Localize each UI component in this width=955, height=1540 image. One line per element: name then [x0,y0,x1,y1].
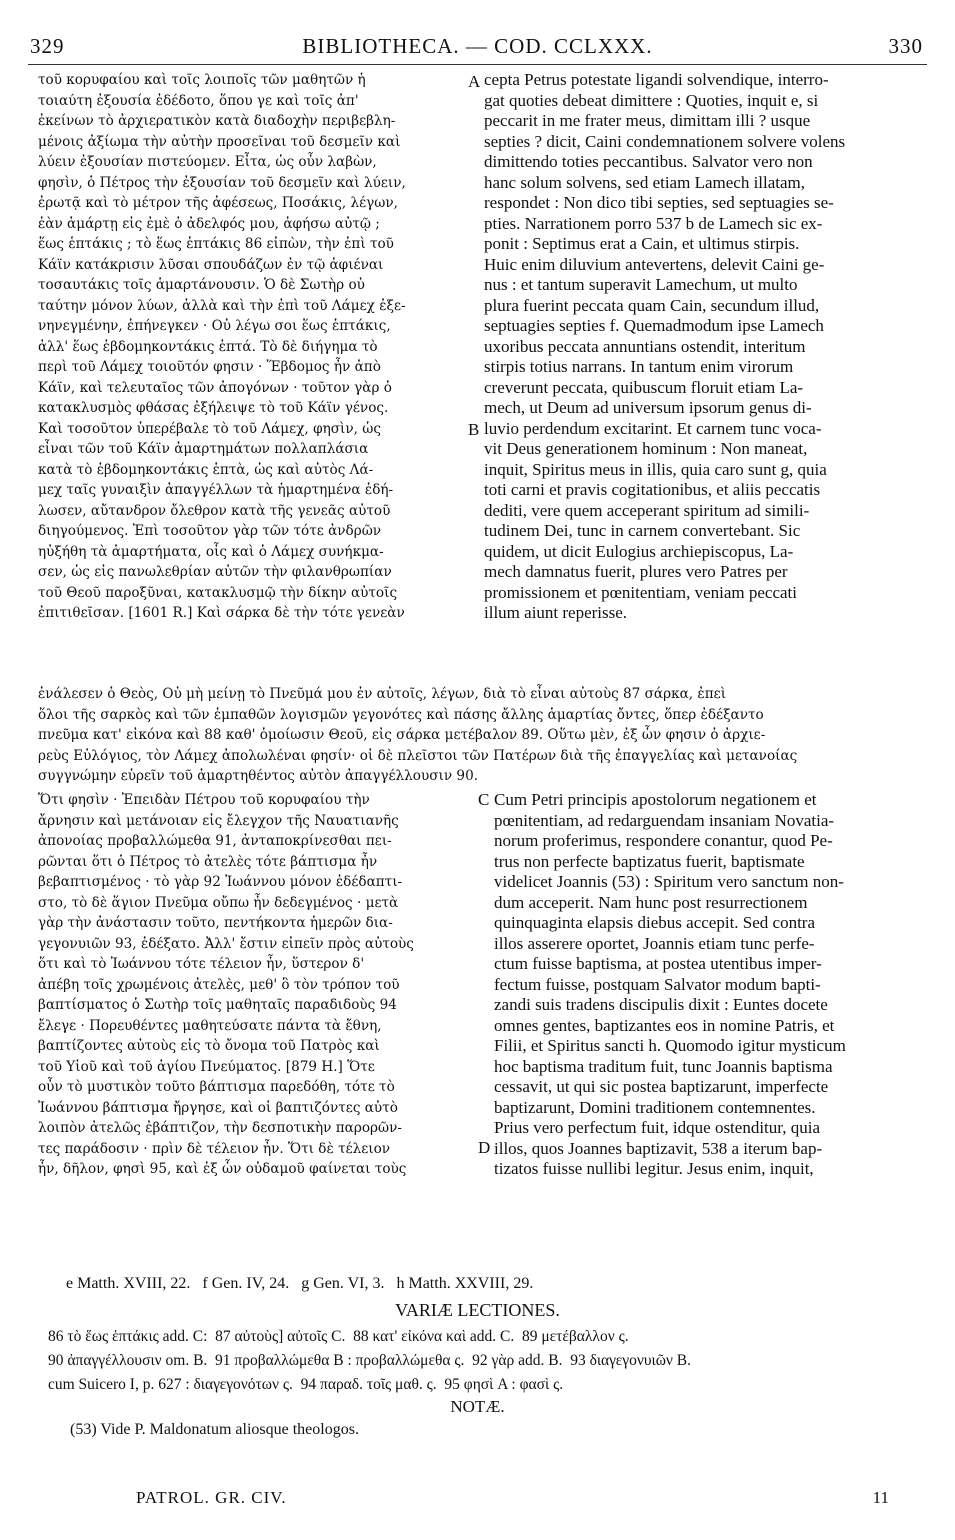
notae-heading: NOTÆ. [450,1397,505,1416]
header-rule [28,64,927,65]
page-header [0,34,955,64]
full-width-greek-paragraph: ἐνάλεσεν ὁ Θεὸς, Οὐ μὴ μείνῃ τὸ Πνεῦμά μου ἐν αὐτοῖς, λέγων, διὰ τὸ εἶναι αὐτοὺς 87 σάρκα, ἐπεὶ ὅλοι τῆς σαρκὸς καὶ τῶν ἐμπαθῶν λογισμῶν γεγονότες καὶ πάσης ἄλλης ἁμαρτίας ὄντες, ὅπερ ἐδέξαντο πνεῦμα κατ' εἰκόνα καὶ 88 καθ' ὁμοίωσιν Θεοῦ, εἰς σάρκα μετέβαλον 89. Οὕτω μὲν, ἐξ ὧν φησιν ὁ ἀρχιε- ρεὺς Εὐλόγιος, τὸν Λάμεχ ἀπολωλέναι φησίν· οἱ δὲ πλεῖστοι τῶν Πατέρων διὰ τῆς ἐπαγγελίας καὶ μετανοίας συγγνώμην εὑρεῖν τοῦ ἁμαρτηθέντος αὐτὸν ἀπαγγέλλουσιν 90. [38,686,798,784]
notae-text: (53) Vide P. Maldonatum aliosque theologos. [70,1421,359,1438]
margin-letter-c: C [478,790,490,809]
margin-letter-a: A [468,72,481,91]
margin-letter-b: B [468,420,480,439]
right-page-number: 330 [888,34,923,58]
margin-letter-d: D [478,1138,491,1157]
footer-gathering-number: 11 [872,1488,889,1507]
latin-column-section-2: Cum Petri principis apostolorum negationem et pœnitentiam, ad redarguendam insaniam Novatia- norum proferimus, respondere conantur, quod Pe- trus non perfecte baptizatus fuerit, baptismate videlicet Joannis (53) : Spiritum vero sanctum non- dum acceperit. Nam hunc post resurrectionem quinquaginta elapsis diebus accepit. Sed contra illos asserere oportet, Joannis etiam tunc perfe- ctum fuisse baptisma, at postea utentibus imper- fectum fuisse, postquam Salvator modum bapti- zandi suis tradens discipulis dixit : Euntes docete omnes gentes, baptizantes eos in nomine Patris, et Filii, et Spiritus sancti h. Quomodo igitur mysticum hoc baptisma traditum fuit, tunc Joannis baptisma cessavit, ut qui sic postea baptizarunt, imperfecte baptizarunt, Domini traditionem contemnentes. Prius vero perfectum fuit, idque ostenditur, quia illos, quos Joannes baptizavit, 538 a iterum bap- tizatos fuisse nullibi legitur. Jesus enim, inquit, [494,790,846,1178]
greek-column-section-2: Ὅτι φησὶν · Ἐπειδὰν Πέτρου τοῦ κορυφαίου τὴν ἄρνησιν καὶ μετάνοιαν εἰς ἔλεγχον τῆς Ναυατιανῆς ἀπονοίας προβαλλώμεθα 91, ἀνταποκρίνεσθαι πει- ρῶνται ὅτι ὁ Πέτρος τὸ ἀτελὲς τότε βάπτισμα ἦν βεβαπτισμένος · τὸ γὰρ 92 Ἰωάννου μόνον ἐδέδαπτι- στο, τὸ δὲ ἅγιον Πνεῦμα οὔπω ἦν δεδεγμένος · μετὰ γὰρ τὴν ἀνάστασιν τοῦτο, πεντήκοντα ἡμερῶν δια- γεγονυιῶν 93, ἐδέξατο. Ἀλλ' ἔστιν εἰπεῖν πρὸς αὐτοὺς ὅτι καὶ τὸ Ἰωάννου τότε τέλειον ἦν, ὕστερον δ' ἀπέβη τοῖς χρωμένοις ἀτελὲς, μεθ' ὃ τὸν τρόπον τοῦ βαπτίσματος ὁ Σωτὴρ τοῖς μαθηταῖς παραδιδοὺς 94 ἔλεγε · Πορευθέντες μαθητεύσατε πάντα τὰ ἔθνη, βαπτίζοντες αὐτοὺς εἰς τὸ ὄνομα τοῦ Πατρὸς καὶ τοῦ Υἱοῦ καὶ τοῦ ἁγίου Πνεύματος. [879 H.] Ὅτε οὖν τὸ μυστικὸν τοῦτο βάπτισμα παρεδόθη, τότε τὸ Ἰωάννου βάπτισμα ἤργησε, καὶ οἱ βαπτιζόντες αὐτὸ λοιπὸν ἀτελῶς ἐβάπτιζον, τὴν δεσποτικὴν παρορῶν- τες παράδοσιν · πρὶν δὲ τέλειον ἦν. Ὅτι δὲ τέλειον ἦν, δῆλον, φησὶ 95, καὶ ἐξ ὧν οὐδαμοῦ φαίνεται τοὺς [38,792,414,1177]
variae-lectiones-text: 86 τὸ ἕως ἑπτάκις add. C: 87 αὐτοὺς] αὐτοῖς C. 88 κατ' εἰκόνα καὶ add. C. 89 μετέβαλλον ς. 90 ἀπαγγέλλουσιν om. B. 91 προβαλλώμεθα B : προβαλλώμεθα ς. 92 γὰρ add. B. 93 διαγεγονυιῶν B. cum Suicero I, p. 627 : διαγεγονότων ς. 94 παραδ. τοῖς μαθ. ς. 95 φησὶ A : φασὶ ς. [48,1328,692,1393]
latin-column-section-1: cepta Petrus potestate ligandi solvendique, interro- gat quoties debeat dimittere : Quoties, inquit e, si peccarit in me frater meus, dimittam illi ? usque septies ? dicit, Caini condemnationem solvere volens dimittendo toties peccantibus. Salvator vero non hanc solum solvens, sed etiam Lamech illatam, respondet : Non dico tibi septies, sed septuagies se- pties. Narrationem porro 537 b de Lamech sic ex- ponit : Septimus erat a Cain, et ultimus stirpis. Huic enim diluvium antevertens, delevit Caini ge- nus : et tantum superavit Lamechum, ut multo plura fuerint peccata quam Cain, secundum illud, septuagies septies f. Quemadmodum ipse Lamech uxoribus peccata annuntians ostendit, interitum stirpis totius narrans. In tantum enim virorum creverunt peccata, quibuscum floruit etiam La- mech, ut Deum ad universum ipsorum genus di- luvio perdendum excitarint. Et carnem tunc voca- vit Deus generationem hominum : Non maneat, inquit, Spiritus meus in illis, quia caro sunt g, quia toti carni et pravis cogitationibus, et aliis peccatis dediti, vere quem acceperant spiritum ad simili- tudinem Dei, tunc in carnem convertebant. Sic quidem, ut dicit Eulogius archiepiscopus, La- mech damnatus fuerit, plures vero Patres per promissionem et pœnitentiam, veniam peccati illum aiunt reperisse. [484,70,846,622]
footer-signature: PATROL. GR. CIV. [136,1488,287,1507]
scripture-footnotes: e Matth. XVIII, 22. f Gen. IV, 24. g Gen. VI, 3. h Matth. XXVIII, 29. [66,1275,534,1292]
variae-lectiones-heading: VARIÆ LECTIONES. [395,1300,560,1320]
running-title: BIBLIOTHECA. — COD. CCLXXX. [302,34,653,58]
greek-column-section-1: τοῦ κορυφαίου καὶ τοῖς λοιποῖς τῶν μαθητῶν ἡ τοιαύτη ἐξουσία ἐδέδοτο, ὅπου γε καὶ τοῖς ἀπ' ἐκείνων τὸ ἀρχιερατικὸν κατὰ διαδοχὴν περιβεβλη- μένοις ἀξίωμα τὴν αὐτὴν προσεῖναι τοῦ δεσμεῖν καὶ λύειν ἐξουσίαν πιστεύομεν. Εἶτα, ὡς οὖν λαβὼν, φησὶν, ὁ Πέτρος τὴν ἐξουσίαν τοῦ δεσμεῖν καὶ λύειν, ἐρωτᾷ καὶ τὸ μέτρον τῆς ἀφέσεως, Ποσάκις, λέγων, ἐὰν ἁμάρτῃ εἰς ἐμὲ ὁ ἀδελφός μου, ἀφήσω αὐτῷ ; ἕως ἑπτάκις ; τὸ ἕως ἑπτάκις 86 εἰπὼν, τὴν ἐπὶ τοῦ Κάϊν κατάκρισιν λῦσαι σπουδάζων ἐν τῷ ἀφιέναι τοσαυτάκις τοῖς ἁμαρτάνουσιν. Ὁ δὲ Σωτὴρ οὐ ταύτην μόνον λύων, ἀλλὰ καὶ τὴν ἐπὶ τοῦ Λάμεχ ἐξε- νηνεγμένην, ἐπήνεγκεν · Οὐ λέγω σοι ἕως ἑπτάκις, ἀλλ' ἕως ἑβδομηκοντάκις ἑπτά. Τὸ δὲ διήγημα τὸ περὶ τοῦ Λάμεχ τοιοῦτόν φησιν · Ἕβδομος ἦν ἀπὸ Κάϊν, καὶ τελευταῖος τῶν ἀπογόνων · τοῦτον γὰρ ὁ κατακλυσμὸς φθάσας ἐξήλειψε τὸ τοῦ Κάϊν γένος. Καὶ τοσοῦτον ὑπερέβαλε τὸ τοῦ Λάμεχ, φησὶν, ὡς εἶναι τῶν τοῦ Κάϊν ἁμαρτημάτων πολλαπλάσια κατὰ τὸ ἑβδομηκοντάκις ἑπτὰ, ὡς καὶ αὐτὸς Λά- μεχ ταῖς γυναιξὶν ἀπαγγέλλων τὰ ἡμαρτημένα ἐδή- λωσεν, αὔτανδρον ὄλεθρον κατὰ τῆς γενεᾶς αὐτοῦ διηγούμενος. Ἐπὶ τοσοῦτον γὰρ τῶν τότε ἀνδρῶν ηὐξήθη τὰ ἁμαρτήματα, οἷς καὶ ὁ Λάμεχ συνήκμα- σεν, ὡς εἰς πανωλεθρίαν αὐτῶν τὴν φιλανθρωπίαν τοῦ Θεοῦ παροξῦναι, κατακλυσμῷ τὴν δίκην αὐτοῖς ἐπιτιθεῖσαν. [1601 R.] Καὶ σάρκα δὲ τὴν τότε γενεὰν [38,72,406,621]
left-page-number: 329 [30,34,65,58]
